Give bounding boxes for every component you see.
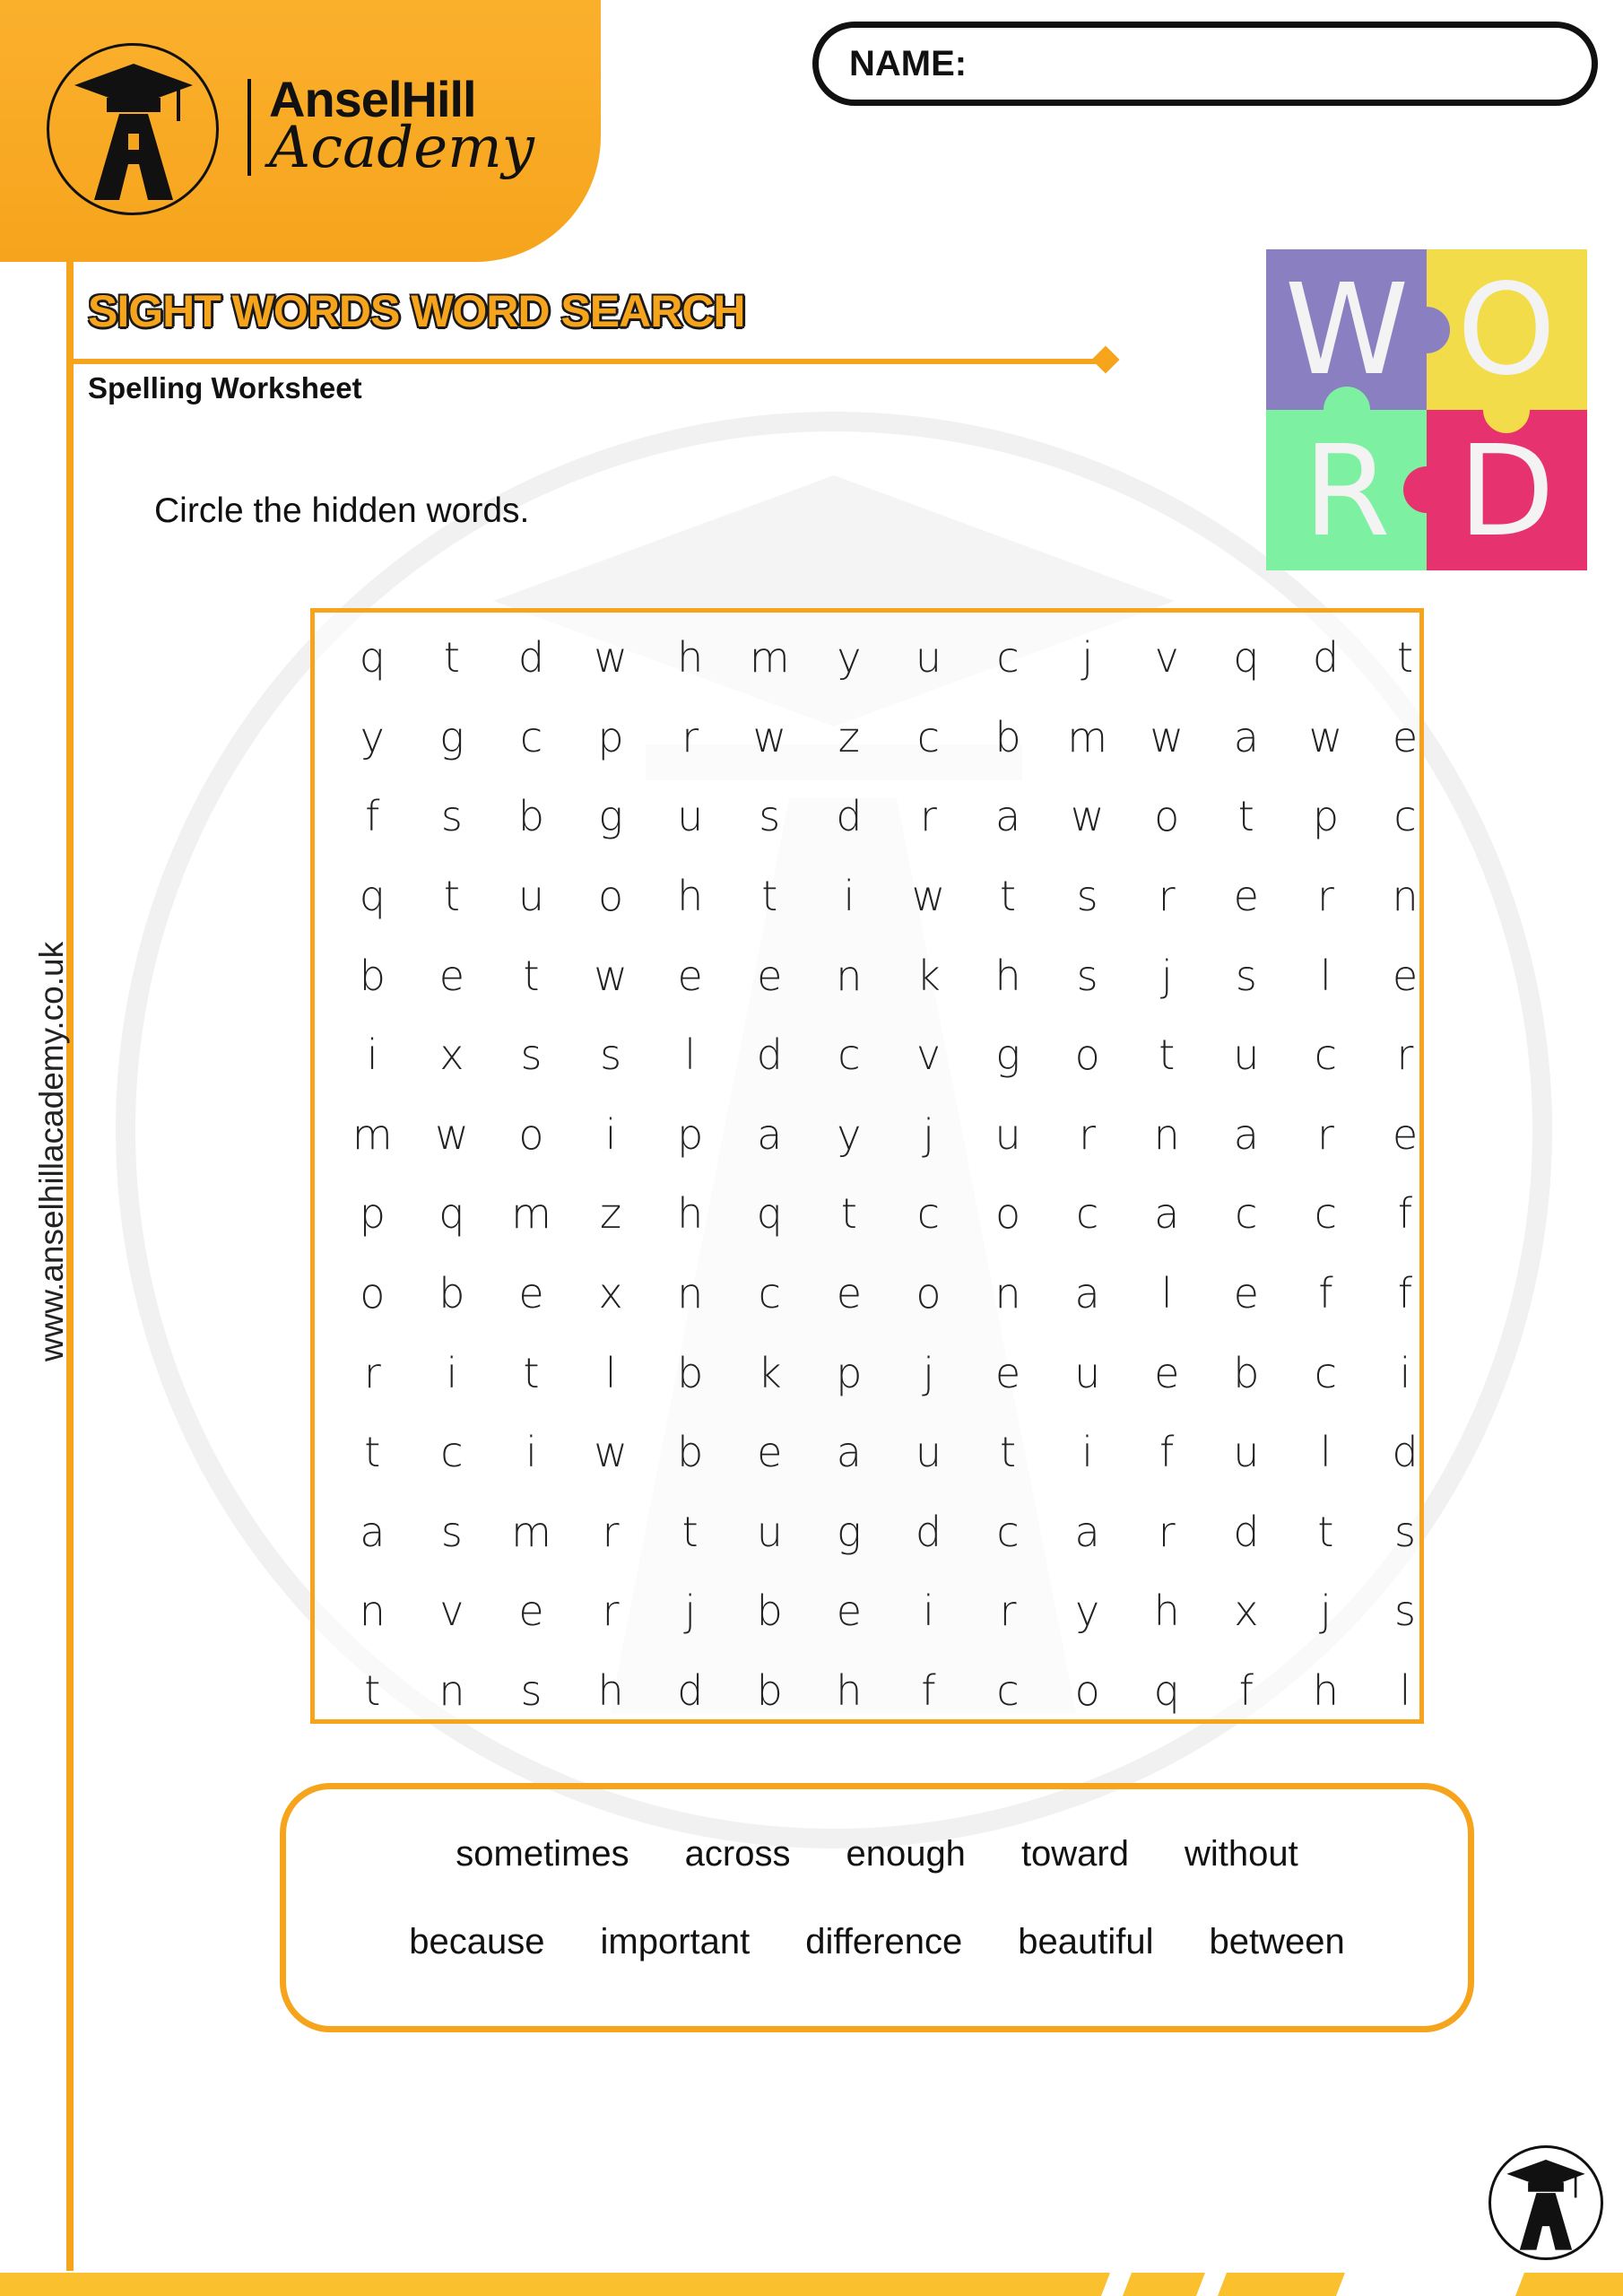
grid-cell[interactable]: e bbox=[438, 951, 465, 1000]
grid-cell[interactable]: x bbox=[439, 1031, 464, 1080]
grid-cell[interactable]: t bbox=[761, 872, 778, 921]
grid-cell[interactable]: b bbox=[677, 1428, 704, 1477]
grid-cell[interactable]: b bbox=[677, 1348, 704, 1397]
name-field[interactable] bbox=[812, 22, 1598, 106]
grid-cell[interactable]: o bbox=[994, 1189, 1021, 1239]
grid-cell[interactable]: o bbox=[916, 1269, 942, 1318]
grid-cell[interactable]: t bbox=[681, 1507, 699, 1556]
grid-cell[interactable]: e bbox=[1154, 1348, 1180, 1397]
grid-cell[interactable]: h bbox=[1153, 1587, 1180, 1636]
brand-name-top: AnselHill bbox=[269, 71, 476, 127]
word-bank-item: important bbox=[600, 1922, 751, 1961]
grid-cell[interactable]: u bbox=[994, 1109, 1021, 1159]
grid-cell[interactable]: e bbox=[1392, 1109, 1419, 1159]
grid-cell[interactable]: o bbox=[1074, 1666, 1100, 1716]
grid-cell[interactable]: n bbox=[1392, 872, 1419, 921]
grid-cell[interactable]: w bbox=[594, 633, 628, 683]
grid-cell[interactable]: a bbox=[1074, 1269, 1100, 1318]
grid-cell[interactable]: b bbox=[359, 951, 386, 1000]
grid-cell[interactable]: b bbox=[756, 1666, 783, 1716]
name-label: NAME: bbox=[849, 44, 968, 83]
worksheet-subtitle: Spelling Worksheet bbox=[88, 371, 362, 404]
grid-cell[interactable]: h bbox=[677, 633, 704, 683]
grid-cell[interactable]: x bbox=[1234, 1587, 1259, 1636]
grid-cell[interactable]: n bbox=[994, 1269, 1021, 1318]
footer-logo-icon bbox=[1488, 2145, 1603, 2260]
grid-cell[interactable]: b bbox=[1233, 1348, 1260, 1397]
word-bank-item: without bbox=[1185, 1834, 1298, 1874]
grid-cell[interactable]: b bbox=[438, 1269, 465, 1318]
grid-cell[interactable]: y bbox=[360, 712, 385, 761]
grid-cell[interactable]: t bbox=[1000, 872, 1017, 921]
grid-cell[interactable]: v bbox=[439, 1587, 464, 1636]
grid-cell[interactable]: w bbox=[1150, 712, 1185, 761]
grid-cell[interactable]: r bbox=[1158, 1507, 1176, 1556]
grid-cell[interactable]: u bbox=[1233, 1031, 1260, 1080]
word-bank-item: enough bbox=[846, 1834, 966, 1874]
grid-cell[interactable]: c bbox=[916, 1189, 941, 1239]
grid-cell[interactable]: s bbox=[1076, 872, 1098, 921]
grid-cell[interactable]: a bbox=[1233, 712, 1259, 761]
grid-cell[interactable]: c bbox=[838, 1031, 861, 1080]
grid-cell[interactable]: u bbox=[915, 633, 942, 683]
grid-cell[interactable]: o bbox=[598, 872, 624, 921]
grid-cell[interactable]: x bbox=[598, 1269, 623, 1318]
grid-cell[interactable]: c bbox=[916, 712, 941, 761]
grid-cell[interactable]: j bbox=[1160, 951, 1173, 1000]
grid-cell[interactable]: l bbox=[1320, 951, 1332, 1000]
grid-cell[interactable]: p bbox=[359, 1189, 386, 1239]
grid-cell[interactable]: p bbox=[836, 1348, 863, 1397]
academy-logo-icon bbox=[47, 43, 219, 215]
grid-cell[interactable]: t bbox=[523, 1348, 540, 1397]
grid-cell[interactable]: a bbox=[1154, 1189, 1180, 1239]
grid-cell[interactable]: i bbox=[1081, 1428, 1094, 1477]
grid-cell[interactable]: g bbox=[995, 1031, 1020, 1080]
grid-cell[interactable]: d bbox=[517, 633, 545, 683]
grid-cell[interactable]: w bbox=[1308, 712, 1343, 761]
grid-cell[interactable]: r bbox=[999, 1587, 1017, 1636]
grid-cell[interactable]: o bbox=[1154, 792, 1180, 841]
grid-cell[interactable]: q bbox=[756, 1189, 783, 1239]
grid-cell[interactable]: j bbox=[1081, 633, 1094, 683]
grid-cell[interactable]: t bbox=[1317, 1507, 1334, 1556]
grid-cell[interactable]: a bbox=[1233, 1109, 1259, 1159]
grid-cell[interactable]: m bbox=[511, 1507, 551, 1556]
grid-cell[interactable]: e bbox=[757, 951, 783, 1000]
grid-cell[interactable]: d bbox=[1312, 633, 1340, 683]
puzzle-letter-w: W bbox=[1284, 257, 1410, 404]
grid-cell[interactable]: h bbox=[677, 1189, 704, 1239]
word-bank-item: because bbox=[409, 1922, 545, 1961]
grid-cell[interactable]: r bbox=[1316, 1109, 1334, 1159]
grid-cell[interactable]: i bbox=[923, 1587, 934, 1636]
grid-cell[interactable]: e bbox=[1392, 712, 1419, 761]
grid-cell[interactable]: w bbox=[435, 1109, 469, 1159]
grid-cell[interactable]: f bbox=[365, 792, 380, 841]
grid-cell[interactable]: z bbox=[600, 1189, 622, 1239]
footer-band bbox=[0, 2273, 1623, 2296]
grid-cell[interactable]: c bbox=[1393, 792, 1417, 841]
grid-cell[interactable]: q bbox=[359, 872, 386, 921]
word-bank-item: sometimes bbox=[456, 1834, 629, 1874]
grid-cell[interactable]: u bbox=[915, 1428, 942, 1477]
grid-cell[interactable]: t bbox=[1159, 1031, 1176, 1080]
word-puzzle-image bbox=[1266, 249, 1587, 570]
grid-cell[interactable]: z bbox=[838, 712, 860, 761]
grid-cell[interactable]: w bbox=[1070, 792, 1105, 841]
grid-cell[interactable]: c bbox=[996, 633, 1020, 683]
grid-cell[interactable]: n bbox=[836, 951, 863, 1000]
grid-cell[interactable]: g bbox=[837, 1507, 862, 1556]
grid-cell[interactable]: s bbox=[1076, 951, 1098, 1000]
grid-cell[interactable]: t bbox=[443, 633, 460, 683]
grid-cell[interactable]: w bbox=[911, 872, 946, 921]
grid-cell[interactable]: i bbox=[604, 1109, 617, 1159]
grid-cell[interactable]: f bbox=[1238, 1666, 1254, 1716]
word-bank-item: difference bbox=[805, 1922, 963, 1961]
grid-cell[interactable]: e bbox=[836, 1269, 863, 1318]
instruction-text: Circle the hidden words. bbox=[154, 491, 530, 530]
grid-cell[interactable]: r bbox=[919, 792, 937, 841]
puzzle-letter-d: D bbox=[1458, 419, 1555, 565]
grid-cell[interactable]: h bbox=[597, 1666, 624, 1716]
grid-cell[interactable]: n bbox=[677, 1269, 704, 1318]
grid-cell[interactable]: a bbox=[360, 1507, 386, 1556]
grid-cell[interactable]: f bbox=[1159, 1428, 1175, 1477]
grid-cell[interactable]: s bbox=[759, 792, 781, 841]
grid-cell[interactable]: k bbox=[757, 1348, 782, 1397]
grid-cell[interactable]: e bbox=[1233, 1269, 1259, 1318]
word-bank-row-2 bbox=[286, 1922, 1468, 1962]
grid-cell[interactable]: e bbox=[836, 1587, 863, 1636]
grid-cell[interactable]: d bbox=[1392, 1428, 1419, 1477]
grid-cell[interactable]: f bbox=[921, 1666, 936, 1716]
grid-cell[interactable]: l bbox=[1160, 1269, 1173, 1318]
word-bank bbox=[280, 1783, 1474, 2032]
grid-cell[interactable]: b bbox=[994, 712, 1021, 761]
grid-cell[interactable]: u bbox=[1233, 1428, 1260, 1477]
grid-cell[interactable]: c bbox=[1075, 1189, 1099, 1239]
grid-cell[interactable]: t bbox=[364, 1428, 381, 1477]
grid-cell[interactable]: t bbox=[1237, 792, 1254, 841]
grid-cell[interactable]: t bbox=[840, 1189, 857, 1239]
grid-cell[interactable]: e bbox=[677, 951, 703, 1000]
grid-cell[interactable]: s bbox=[600, 1031, 622, 1080]
grid-cell[interactable]: i bbox=[446, 1348, 458, 1397]
grid-cell[interactable]: m bbox=[1067, 712, 1108, 761]
grid-cell[interactable]: k bbox=[916, 951, 941, 1000]
grid-cell[interactable]: d bbox=[756, 1031, 783, 1080]
grid-cell[interactable]: p bbox=[1312, 792, 1340, 841]
grid-cell[interactable]: b bbox=[517, 792, 545, 841]
grid-cell[interactable]: i bbox=[1399, 1348, 1411, 1397]
grid-cell[interactable]: r bbox=[681, 712, 699, 761]
grid-cell[interactable]: r bbox=[1158, 872, 1176, 921]
grid-cell[interactable]: f bbox=[1397, 1189, 1413, 1239]
grid-cell[interactable]: a bbox=[836, 1428, 862, 1477]
grid-cell[interactable]: m bbox=[511, 1189, 551, 1239]
grid-cell[interactable]: s bbox=[1235, 951, 1257, 1000]
grid-cell[interactable]: o bbox=[360, 1269, 386, 1318]
grid-cell[interactable]: r bbox=[1396, 1031, 1414, 1080]
grid-cell[interactable]: n bbox=[438, 1666, 465, 1716]
grid-cell[interactable]: c bbox=[1314, 1189, 1338, 1239]
title-underline bbox=[74, 359, 1105, 364]
grid-cell[interactable]: e bbox=[757, 1428, 783, 1477]
grid-cell[interactable]: i bbox=[366, 1031, 378, 1080]
grid-cell[interactable]: c bbox=[519, 712, 543, 761]
grid-cell[interactable]: j bbox=[1320, 1587, 1332, 1636]
grid-cell[interactable]: u bbox=[1074, 1348, 1101, 1397]
grid-cell[interactable]: q bbox=[1233, 633, 1260, 683]
grid-cell[interactable]: n bbox=[1153, 1109, 1180, 1159]
grid-cell[interactable]: h bbox=[1312, 1666, 1339, 1716]
grid-cell[interactable]: p bbox=[597, 712, 624, 761]
grid-cell[interactable]: u bbox=[677, 792, 704, 841]
grid-cell[interactable]: t bbox=[523, 951, 540, 1000]
word-bank-item: across bbox=[684, 1834, 791, 1874]
grid-cell[interactable]: c bbox=[1314, 1348, 1338, 1397]
grid-cell[interactable]: r bbox=[602, 1587, 620, 1636]
grid-cell[interactable]: t bbox=[1396, 633, 1414, 683]
grid-cell[interactable]: l bbox=[684, 1031, 697, 1080]
grid-cell[interactable]: i bbox=[525, 1428, 537, 1477]
grid-cell[interactable]: r bbox=[602, 1507, 620, 1556]
grid-cell[interactable]: h bbox=[677, 872, 704, 921]
grid-cell[interactable]: m bbox=[352, 1109, 393, 1159]
grid-cell[interactable]: t bbox=[1000, 1428, 1017, 1477]
grid-cell[interactable]: r bbox=[1079, 1109, 1097, 1159]
grid-cell[interactable]: e bbox=[518, 1587, 544, 1636]
grid-cell[interactable]: v bbox=[1154, 633, 1179, 683]
grid-cell[interactable]: y bbox=[837, 1109, 862, 1159]
grid-cell[interactable]: j bbox=[684, 1587, 697, 1636]
grid-cell[interactable]: f bbox=[1318, 1269, 1333, 1318]
grid-cell[interactable]: s bbox=[520, 1666, 542, 1716]
grid-cell[interactable]: f bbox=[1397, 1269, 1413, 1318]
grid-cell[interactable]: d bbox=[677, 1666, 704, 1716]
grid-cell[interactable]: l bbox=[604, 1348, 617, 1397]
grid-cell[interactable]: h bbox=[836, 1666, 863, 1716]
grid-cell[interactable]: t bbox=[443, 872, 460, 921]
grid-cell[interactable]: y bbox=[837, 633, 862, 683]
grid-cell[interactable]: l bbox=[1399, 1666, 1411, 1716]
grid-cell[interactable]: v bbox=[916, 1031, 942, 1080]
word-bank-item: toward bbox=[1020, 1834, 1129, 1874]
grid-cell[interactable]: g bbox=[598, 792, 623, 841]
grid-cell[interactable]: q bbox=[359, 633, 386, 683]
grid-cell[interactable]: e bbox=[518, 1269, 544, 1318]
grid-cell[interactable]: r bbox=[363, 1348, 381, 1397]
grid-cell[interactable]: c bbox=[1235, 1189, 1258, 1239]
grid-cell[interactable]: a bbox=[757, 1109, 783, 1159]
letter-grid bbox=[333, 618, 1445, 1730]
grid-cell[interactable]: q bbox=[438, 1189, 465, 1239]
word-bank-row-1 bbox=[286, 1834, 1468, 1874]
grid-cell[interactable]: e bbox=[1233, 872, 1259, 921]
brand-name-bottom: Academy bbox=[269, 115, 534, 181]
word-bank-item: beautiful bbox=[1018, 1922, 1154, 1961]
grid-cell[interactable]: p bbox=[677, 1109, 704, 1159]
grid-cell[interactable]: h bbox=[994, 951, 1021, 1000]
grid-cell[interactable]: a bbox=[1074, 1507, 1100, 1556]
grid-cell[interactable]: s bbox=[520, 1031, 542, 1080]
grid-cell[interactable]: n bbox=[359, 1587, 386, 1636]
grid-cell[interactable]: u bbox=[756, 1507, 783, 1556]
grid-cell[interactable]: a bbox=[994, 792, 1021, 841]
grid-cell[interactable]: o bbox=[518, 1109, 544, 1159]
grid-cell[interactable]: c bbox=[1314, 1031, 1338, 1080]
grid-cell[interactable]: r bbox=[1316, 872, 1334, 921]
grid-cell[interactable]: t bbox=[364, 1666, 381, 1716]
grid-cell[interactable]: c bbox=[758, 1269, 781, 1318]
grid-cell[interactable]: b bbox=[756, 1587, 783, 1636]
grid-cell[interactable]: d bbox=[836, 792, 863, 841]
website-url: www.anselhillacademy.co.uk bbox=[33, 941, 70, 1362]
grid-cell[interactable]: d bbox=[1233, 1507, 1260, 1556]
logo-divider bbox=[247, 79, 251, 176]
grid-cell[interactable]: m bbox=[749, 633, 790, 683]
word-search-grid bbox=[310, 608, 1424, 1724]
grid-cell[interactable]: c bbox=[440, 1428, 464, 1477]
grid-cell[interactable]: d bbox=[915, 1507, 942, 1556]
grid-cell[interactable]: c bbox=[996, 1666, 1020, 1716]
grid-cell[interactable]: w bbox=[594, 1428, 628, 1477]
worksheet-title: SIGHT WORDS WORD SEARCH bbox=[88, 286, 745, 336]
grid-cell[interactable]: j bbox=[923, 1109, 934, 1159]
grid-cell[interactable]: y bbox=[1075, 1587, 1100, 1636]
grid-cell[interactable]: i bbox=[843, 872, 855, 921]
grid-cell[interactable]: j bbox=[923, 1348, 934, 1397]
grid-cell[interactable]: q bbox=[1153, 1666, 1180, 1716]
grid-cell[interactable]: e bbox=[994, 1348, 1021, 1397]
grid-cell[interactable]: o bbox=[1074, 1031, 1100, 1080]
grid-cell[interactable]: s bbox=[440, 1507, 463, 1556]
grid-cell[interactable]: s bbox=[1394, 1587, 1416, 1636]
grid-cell[interactable]: e bbox=[1392, 951, 1419, 1000]
logo-banner bbox=[0, 0, 601, 262]
grid-cell[interactable]: s bbox=[1394, 1507, 1416, 1556]
grid-cell[interactable]: c bbox=[996, 1507, 1020, 1556]
grid-cell[interactable]: u bbox=[517, 872, 545, 921]
word-bank-item: between bbox=[1209, 1922, 1345, 1961]
grid-cell[interactable]: w bbox=[594, 951, 628, 1000]
puzzle-letter-o: O bbox=[1456, 257, 1557, 404]
grid-cell[interactable]: l bbox=[1320, 1428, 1332, 1477]
grid-cell[interactable]: w bbox=[752, 712, 787, 761]
grid-cell[interactable]: g bbox=[439, 712, 464, 761]
puzzle-letter-r: R bbox=[1303, 419, 1391, 565]
grid-cell[interactable]: s bbox=[440, 792, 463, 841]
